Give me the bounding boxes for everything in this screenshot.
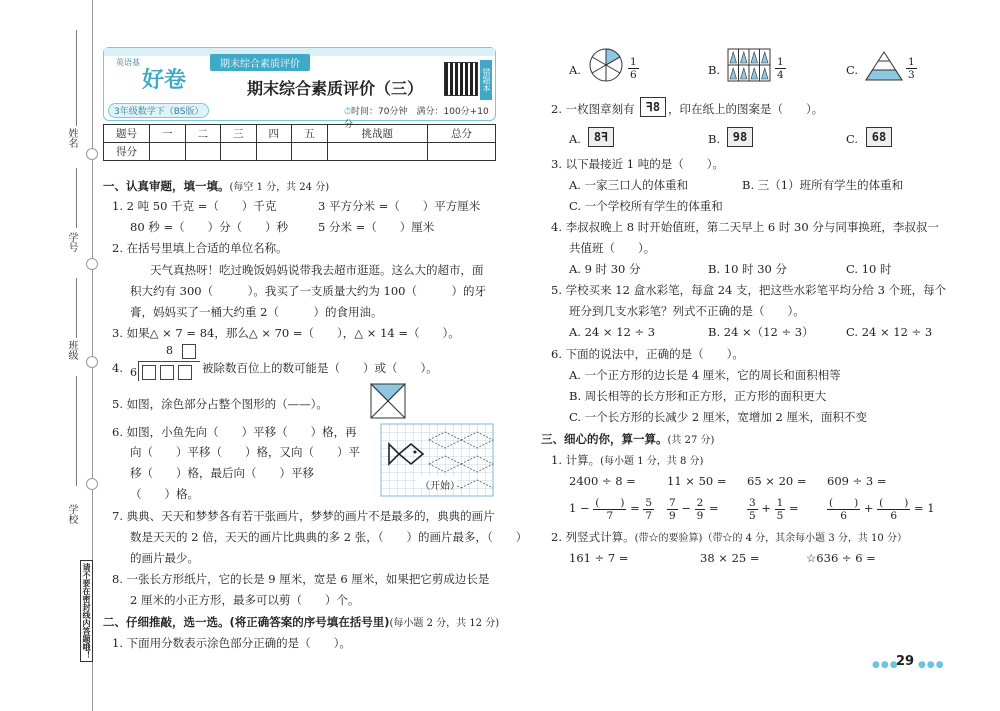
- s2-q6-option-c: C. 一个长方形的长减少 2 厘米，宽增加 2 厘米，面积不变: [569, 410, 867, 424]
- s2-q5-option-a: A. 24 × 12 ÷ 3: [569, 325, 656, 339]
- margin-rule: [76, 168, 77, 228]
- s2-q5: [551, 282, 946, 298]
- start-label: （开始）: [420, 481, 460, 492]
- q-num: 1.: [551, 453, 562, 467]
- division-quotient: 8: [166, 344, 173, 357]
- name-label: 姓名: [66, 128, 77, 148]
- score-cell[interactable]: [427, 143, 495, 161]
- s2-q1: [112, 635, 351, 651]
- q-num: 3.: [551, 157, 562, 171]
- score-cell[interactable]: [292, 143, 328, 161]
- q1-line-1: [112, 198, 276, 214]
- s2-q2-text-end: ，印在纸上的图案是（ ）。: [668, 102, 824, 116]
- s2-q5-line-2: 班分到几支水彩笔？列式不正确的是（ ）。: [569, 304, 805, 318]
- score-cell[interactable]: [185, 143, 221, 161]
- qr-code-icon[interactable]: [444, 62, 478, 96]
- q8-line-1: [112, 571, 489, 587]
- q7-line-1: [112, 508, 495, 524]
- q6-line-3: 移（ ）格，最后向（ ）平移: [130, 466, 314, 480]
- score-text: 满分：100分+10分: [344, 107, 489, 130]
- vertical-calc-3: ☆636 ÷ 6 =: [806, 551, 876, 565]
- section-1-note: (每空 1 分，共 24 分): [229, 182, 330, 193]
- section-2-heading: [103, 614, 499, 632]
- s2-q2: [551, 101, 635, 117]
- q4-text: 被除数百位上的数可能是（ ）或（ ）。: [202, 361, 438, 375]
- s3-q2-note: (带☆的要验算)（带☆的 4 分，其余每小题 3 分，共 10 分）: [634, 533, 907, 544]
- stamp-figure: ꟻ8: [640, 97, 666, 117]
- q8-text: 一张长方形纸片，它的长是 9 厘米，宽是 6 厘米，如果把它剪成边长是: [126, 572, 490, 586]
- s2-q4-line-2: 共值班（ ）。: [569, 241, 656, 255]
- digit-box[interactable]: [182, 344, 196, 359]
- q-num: 5.: [112, 397, 123, 411]
- digit-box[interactable]: [178, 365, 192, 380]
- option-a-label: A.: [569, 63, 581, 77]
- denominator: 7: [645, 509, 653, 522]
- score-header: 二: [185, 125, 221, 143]
- s2-q3-text: 以下最接近 1 吨的是（ ）。: [565, 157, 725, 171]
- q2-line-2: 积大约有 300（ ）。我买了一支质量大约为 100（ ）的牙: [130, 284, 486, 298]
- brand-logo: [112, 53, 204, 95]
- denominator: 5: [776, 509, 784, 522]
- score-cell[interactable]: [327, 143, 427, 161]
- stamp-option-b: 98: [727, 127, 753, 147]
- q-num: 3.: [112, 326, 123, 340]
- vertical-calc-1: 161 ÷ 7 =: [569, 551, 629, 565]
- numerator: 1: [630, 56, 637, 68]
- denominator: 3: [908, 69, 915, 81]
- score-header: 三: [221, 125, 257, 143]
- page-title: 期末综合素质评价（三）: [247, 79, 424, 98]
- q5: [112, 396, 328, 412]
- score-header: 题号: [104, 125, 150, 143]
- brand-logo-text: 好卷: [142, 68, 187, 93]
- operator: +: [863, 501, 874, 515]
- score-header-row: [104, 125, 496, 143]
- id-label: 学号: [66, 232, 77, 252]
- calc-3: 65 × 20 =: [747, 474, 807, 488]
- q3: [112, 325, 460, 341]
- q-num: 5.: [551, 283, 562, 297]
- q7-line-3: 的画片最少。: [130, 551, 199, 565]
- numerator: 2: [696, 496, 704, 509]
- numerator: 1: [908, 56, 915, 68]
- page-number: 29: [896, 654, 915, 669]
- division-bracket: [138, 361, 139, 381]
- s2-q2-text: 一枚图章刻有: [565, 102, 635, 116]
- s2-q4: [551, 219, 939, 235]
- equals: =: [788, 501, 799, 515]
- score-cell[interactable]: [150, 143, 186, 161]
- numerator: 5: [645, 496, 653, 509]
- option-a-label: A.: [569, 132, 581, 146]
- denominator: 4: [777, 69, 784, 81]
- denominator: 6: [630, 69, 637, 81]
- q-num: 2.: [112, 241, 123, 255]
- option-c-label: C.: [846, 63, 859, 77]
- score-row: [104, 143, 496, 161]
- stamp-option-c: 68: [866, 127, 892, 147]
- section-3-note: (共 27 分): [667, 435, 715, 446]
- binding-hole: [86, 478, 98, 490]
- s2-q5-option-c: C. 24 × 12 ÷ 3: [846, 325, 933, 339]
- calc-7: [747, 494, 799, 522]
- section-2-note: (每小题 2 分，共 12 分): [389, 618, 500, 629]
- q1-part-b: 3 平方分米 =（ ）平方厘米: [318, 199, 481, 213]
- s2-q3-option-a: A. 一家三口人的体重和: [569, 178, 689, 192]
- operator: −: [681, 501, 691, 515]
- calc-2: 11 × 50 =: [667, 474, 727, 488]
- numerator: 7: [669, 496, 676, 509]
- digit-box[interactable]: [142, 365, 156, 380]
- q-num: 6.: [551, 347, 562, 361]
- s2-q4-option-b: B. 10 时 30 分: [708, 262, 787, 276]
- shaded-square-figure: [370, 383, 406, 419]
- denominator: 9: [669, 509, 676, 522]
- stamp-option-a: 8ꟻ: [588, 127, 614, 147]
- q2-line-3: 膏，妈妈买了一桶大约重 2（ ）的食用油。: [130, 305, 383, 319]
- q6-text: 如图，小鱼先向（ ）平移（ ）格，再: [126, 425, 357, 439]
- q2-text: 在括号里填上合适的单位名称。: [126, 241, 288, 255]
- q-num: 6.: [112, 425, 123, 439]
- numerator: 3: [749, 496, 756, 509]
- q3-text: 如果△ × 7 = 84，那么△ × 70 =（ ），△ × 14 =（ ）。: [126, 326, 460, 340]
- s2-q4-option-c: C. 10 时: [846, 262, 892, 276]
- long-division-figure: [130, 344, 202, 384]
- s2-q5-text: 学校买来 12 盒水彩笔，每盒 24 支，把这些水彩笔平均分给 3 个班，每个: [565, 283, 947, 297]
- denominator: 9: [696, 509, 704, 522]
- margin-rule: [76, 278, 77, 338]
- clock-icon: ⏱: [344, 107, 352, 117]
- q-num: 7.: [112, 509, 123, 523]
- score-header: 四: [256, 125, 292, 143]
- q-num: 1.: [112, 636, 123, 650]
- s2-q6: [551, 346, 744, 362]
- score-header: 总分: [427, 125, 495, 143]
- time-text: 时间：70分钟: [351, 107, 408, 117]
- score-cell[interactable]: [221, 143, 257, 161]
- q-num: 8.: [112, 572, 123, 586]
- operator: +: [761, 501, 771, 515]
- score-table: [103, 124, 496, 161]
- margin-rule: [76, 376, 77, 486]
- equals: = 1: [914, 501, 935, 515]
- option-c-label: C.: [846, 132, 859, 146]
- division-divisor: 6: [130, 366, 137, 379]
- q-num: 1.: [112, 199, 123, 213]
- s2-q6-option-b: B. 周长相等的长方形和正方形，正方形的面积更大: [569, 389, 827, 403]
- score-header: 五: [292, 125, 328, 143]
- option-b-label: B.: [708, 63, 721, 77]
- q8-line-2: 2 厘米的小正方形，最多可以剪（ ）个。: [130, 593, 360, 607]
- s2-q3-option-c: C. 一个学校所有学生的体重和: [569, 199, 723, 213]
- calc-6: [667, 494, 719, 522]
- q-num: 2.: [551, 102, 562, 116]
- q7-line-2: 数是天天的 2 倍，天天的画片比典典的多 2 张，（ ）的画片最多，（ ）: [130, 530, 528, 544]
- circle-fraction-figure: [588, 47, 624, 83]
- margin-rule: [76, 30, 77, 126]
- q-num: 2.: [551, 530, 562, 544]
- digit-box[interactable]: [160, 365, 174, 380]
- ribbon-label: 期末综合素质评价: [210, 54, 310, 71]
- page-dots-left: ●●●: [872, 660, 899, 670]
- seal-note: 请不要在密封线内答题哦！: [80, 560, 93, 662]
- option-c-fraction: [906, 56, 917, 81]
- calc-5-prefix: 1 −: [569, 501, 590, 515]
- section-1-title: 一、认真审题，填一填。: [103, 179, 230, 193]
- s2-q5-option-b: B. 24 ×（12 ÷ 3）: [708, 325, 814, 339]
- q1-part-d: 5 分米 =（ ）厘米: [318, 220, 435, 234]
- s2-q3-option-b: B. 三（1）班所有学生的体重和: [742, 178, 904, 192]
- calc-5: [569, 494, 654, 522]
- numerator[interactable]: ( ): [829, 496, 859, 509]
- qr-tag: 错题本: [480, 60, 492, 100]
- q2: [112, 240, 288, 256]
- triangle-grid-figure: [727, 48, 771, 82]
- numerator[interactable]: ( ): [595, 496, 625, 509]
- s3-q1-note: (每小题 1 分，共 8 分): [600, 456, 704, 467]
- numerator: 1: [777, 56, 784, 68]
- s2-q6-option-a: A. 一个正方形的边长是 4 厘米，它的周长和面积相等: [569, 368, 841, 382]
- s2-q1-text: 下面用分数表示涂色部分正确的是（ ）。: [126, 636, 351, 650]
- calc-4: 609 ÷ 3 =: [827, 474, 887, 488]
- s2-q6-text: 下面的说法中，正确的是（ ）。: [565, 347, 744, 361]
- q1-part-c: 80 秒 =（ ）分（ ）秒: [130, 220, 289, 234]
- q6-line-4: （ ）格。: [130, 487, 199, 501]
- s2-q3: [551, 156, 724, 172]
- s2-q4-option-a: A. 9 时 30 分: [569, 262, 641, 276]
- option-b-fraction: [775, 56, 786, 81]
- vertical-calc-2: 38 × 25 =: [700, 551, 760, 565]
- option-a-fraction: [628, 56, 639, 81]
- denominator: 6: [890, 509, 898, 522]
- s3-q1: [551, 452, 703, 470]
- q6-line-1: [112, 424, 357, 440]
- calc-8: [827, 494, 935, 522]
- section-3-heading: [541, 431, 714, 449]
- q5-text: 如图，涂色部分占整个图形的（——）。: [126, 397, 328, 411]
- section-1-heading: [103, 178, 329, 196]
- s3-q2: [551, 529, 907, 547]
- s3-q1-text: 计算。: [565, 453, 601, 467]
- school-label: 学校: [66, 504, 77, 524]
- section-2-title: 二、仔细推敲，选一选。(将正确答案的序号填在括号里): [103, 615, 390, 629]
- q-num: 4.: [551, 220, 562, 234]
- division-bar: [138, 361, 200, 362]
- exam-header: [103, 47, 496, 130]
- q4-num: 4.: [112, 361, 123, 375]
- score-header: 挑战题: [327, 125, 427, 143]
- binding-hole: [86, 148, 98, 160]
- page-dots-right: ●●●: [918, 660, 945, 670]
- s3-q2-text: 列竖式计算。: [565, 530, 635, 544]
- score-row-label: 得分: [104, 143, 150, 161]
- numerator: 1: [776, 496, 784, 509]
- denominator: 7: [606, 509, 614, 522]
- score-cell[interactable]: [256, 143, 292, 161]
- calc-1: 2400 ÷ 8 =: [569, 474, 636, 488]
- binding-hole: [86, 356, 98, 368]
- denominator: 5: [749, 509, 756, 522]
- equals: =: [708, 501, 719, 515]
- q1-part-a: 2 吨 50 千克 =（ ）千克: [126, 199, 277, 213]
- equals: =: [630, 501, 640, 515]
- numerator[interactable]: ( ): [879, 496, 909, 509]
- denominator: 6: [840, 509, 847, 522]
- binding-hole: [86, 258, 98, 270]
- grade-badge: 3年级数学下（BS版）: [108, 103, 209, 118]
- q7-text: 典典、天天和梦梦各有若干张画片，梦梦的画片不是最多的，典典的画片: [126, 509, 495, 523]
- s2-q4-text: 李叔叔晚上 8 时开始值班，第二天早上 6 时 30 分与同事换班，李叔叔一: [565, 220, 939, 234]
- q2-line-1: 天气真热呀！吃过晚饭妈妈说带我去超市逛逛。这么大的超市，面: [150, 263, 484, 277]
- section-3-title: 三、细心的你，算一算。: [541, 432, 668, 446]
- score-header: 一: [150, 125, 186, 143]
- brand-small: 英语基: [116, 58, 140, 67]
- option-b-label: B.: [708, 132, 721, 146]
- q6-line-2: 向（ ）平移（ ）格，又向（ ）平: [130, 445, 360, 459]
- class-label: 班级: [66, 340, 77, 360]
- stacked-triangle-figure: [864, 50, 904, 82]
